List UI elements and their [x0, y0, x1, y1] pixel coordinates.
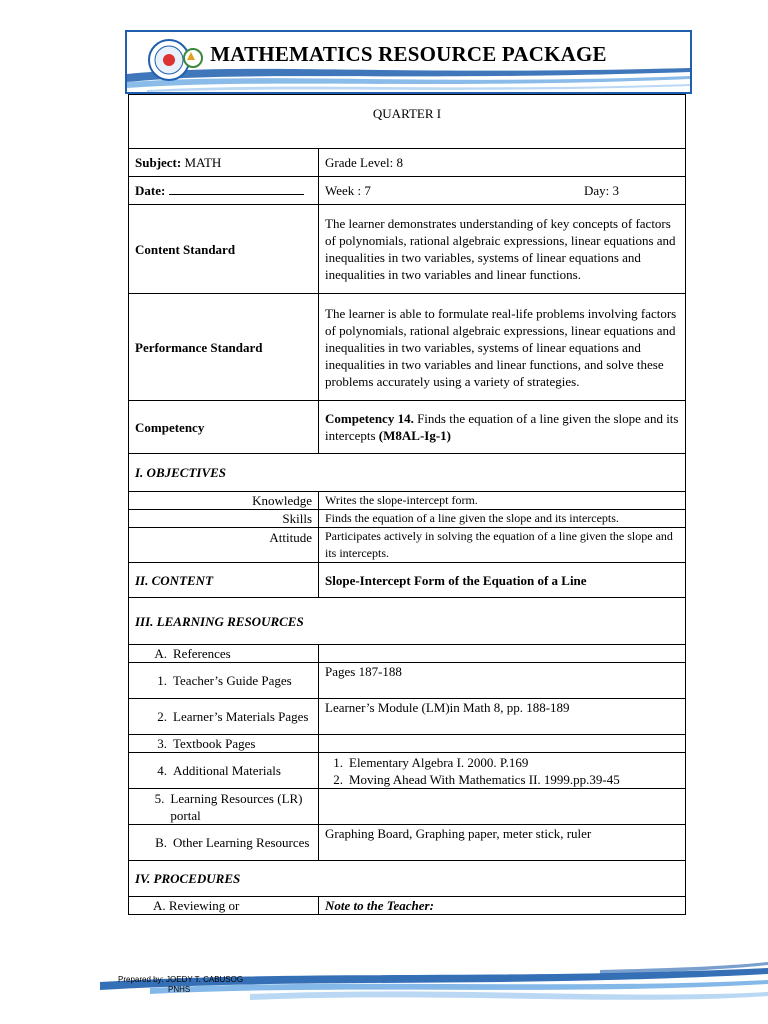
teachers-guide-row [129, 663, 686, 699]
competency-row [129, 401, 686, 454]
learners-materials-cell [129, 699, 319, 735]
lr-portal-num: 5. [154, 790, 165, 806]
textbook-value [319, 735, 686, 753]
prepared-by: Prepared by: JOEDY T. CABUSOG [118, 975, 244, 984]
learners-materials-label: Learner’s Materials Pages [173, 709, 309, 724]
header-banner [125, 30, 692, 94]
other-resources-value: Graphing Board, Graphing paper, meter stick, ruler [319, 825, 686, 861]
learners-materials-value: Learner’s Module (LM)in Math 8, pp. 188-189 [319, 699, 686, 735]
learners-materials-num: 2. [157, 709, 167, 724]
textbook-cell [129, 735, 319, 753]
lr-portal-cell [129, 789, 319, 825]
knowledge-text: Writes the slope-intercept form. [319, 492, 686, 510]
content-row [129, 563, 686, 598]
references-cell [129, 645, 319, 663]
day-value: Day: 3 [583, 183, 619, 198]
other-resources-row [129, 825, 686, 861]
resources-heading: III. LEARNING RESOURCES [129, 598, 686, 645]
content-topic: Slope-Intercept Form of the Equation of a Line [319, 563, 686, 598]
other-resources-label: Other Learning Resources [173, 835, 310, 850]
content-standard-row [129, 205, 686, 294]
additional-materials-label: Additional Materials [173, 763, 281, 778]
week-day-cell [319, 177, 686, 205]
content-standard-text: The learner demonstrates understanding of key concepts of factors of polynomials, rational algebraic expressions, linear equations and inequalities in two variables, systems of linear equations and inequalities in two variables and linear functions. [319, 205, 686, 294]
skills-label: Skills [129, 510, 319, 528]
grade-level: Grade Level: 8 [319, 149, 686, 177]
list-item-num: 1. [333, 754, 343, 770]
list-item [325, 771, 679, 788]
date-label: Date: [135, 183, 166, 198]
footer-banner [0, 960, 768, 1024]
learners-materials-row [129, 699, 686, 735]
procedures-heading-row [129, 861, 686, 897]
attitude-text: Participates actively in solving the equation of a line given the slope and its intercepts. [319, 528, 686, 563]
subject-row [129, 149, 686, 177]
teachers-guide-label: Teacher’s Guide Pages [173, 673, 292, 688]
teachers-guide-cell [129, 663, 319, 699]
list-item-num: 2. [333, 771, 343, 787]
performance-standard-row [129, 294, 686, 401]
list-item-text: Moving Ahead With Mathematics II. 1999.pp.39-45 [349, 771, 620, 787]
other-resources-cell [129, 825, 319, 861]
performance-standard-text: The learner is able to formulate real-life problems involving factors of polynomials, rational algebraic expressions, linear equations and inequalities in two variables, systems of linear equations and inequalities in two variables and linear functions, and solve these problems accurately using a variety of strategies. [319, 294, 686, 401]
school-name: PNHS [168, 985, 191, 994]
competency-code: (M8AL-Ig-1) [378, 428, 452, 443]
reviewing-label: A. Reviewing or [129, 897, 319, 915]
footer-swoosh-graphic [0, 960, 768, 1024]
reviewing-row [129, 897, 686, 915]
additional-materials-row [129, 753, 686, 789]
prepared-by-block [118, 975, 243, 995]
additional-materials-list [319, 753, 686, 789]
teacher-note: Note to the Teacher: [319, 897, 686, 915]
quarter-label: QUARTER I [129, 95, 686, 149]
page-title: MATHEMATICS RESOURCE PACKAGE [210, 42, 607, 66]
objectives-heading-row [129, 454, 686, 492]
other-resources-num: B. [155, 835, 167, 850]
subject-value: MATH [184, 155, 222, 170]
quarter-row [129, 95, 686, 149]
attitude-label: Attitude [129, 528, 319, 563]
competency-text: Finds the equation of a line given the slope and its intercepts [325, 411, 679, 443]
subject-label: Subject: [135, 155, 182, 170]
knowledge-row [129, 492, 686, 510]
procedures-heading: IV. PROCEDURES [129, 861, 686, 897]
textbook-num: 3. [157, 736, 167, 751]
content-standard-label: Content Standard [129, 205, 319, 294]
references-row [129, 645, 686, 663]
references-label: References [173, 646, 231, 661]
week-value: Week : 7 [325, 183, 371, 198]
objectives-heading: I. OBJECTIVES [129, 454, 686, 492]
textbook-label: Textbook Pages [173, 736, 256, 751]
lr-portal-label: Learning Resources (LR) portal [170, 790, 303, 823]
competency-cell [319, 401, 686, 454]
lr-portal-value [319, 789, 686, 825]
date-blank-line [169, 182, 304, 195]
teachers-guide-value: Pages 187-188 [319, 663, 686, 699]
skills-text: Finds the equation of a line given the slope and its intercepts. [319, 510, 686, 528]
additional-materials-num: 4. [157, 763, 167, 778]
list-item-text: Elementary Algebra I. 2000. P.169 [349, 754, 529, 770]
skills-row [129, 510, 686, 528]
additional-materials-cell [129, 753, 319, 789]
lr-portal-row [129, 789, 686, 825]
resources-heading-row [129, 598, 686, 645]
references-num: A. [154, 646, 167, 661]
content-heading: II. CONTENT [129, 563, 319, 598]
knowledge-label: Knowledge [129, 492, 319, 510]
references-value [319, 645, 686, 663]
competency-label: Competency [129, 401, 319, 454]
list-item [325, 754, 679, 771]
teachers-guide-num: 1. [157, 673, 167, 688]
attitude-row [129, 528, 686, 563]
date-cell [129, 177, 319, 205]
textbook-row [129, 735, 686, 753]
date-row [129, 177, 686, 205]
competency-prefix: Competency 14. [325, 411, 414, 426]
subject-cell [129, 149, 319, 177]
performance-standard-label: Performance Standard [129, 294, 319, 401]
lesson-plan-table [128, 94, 686, 915]
